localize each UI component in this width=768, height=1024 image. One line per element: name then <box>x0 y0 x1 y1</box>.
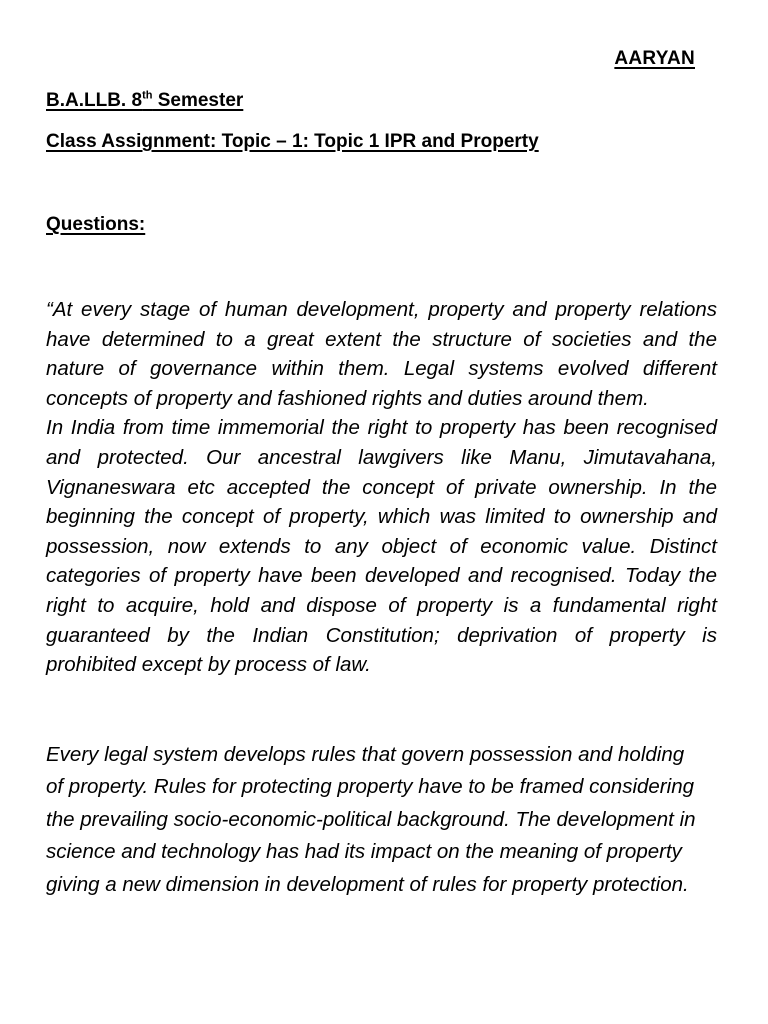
course-semester-heading <box>46 90 243 112</box>
paragraph-2: In India from time immemorial the right to property has been recognised and protected. Our ancestral lawgivers like Manu, Jimutavahana, Vignaneswara etc accepted the concept of private ownership. In the beginning the concept of property, which was limited to ownership and possession, now extends to any object of economic value. Distinct categories of property have been developed and recognised. Today the right to acquire, hold and dispose of property is a fundamental right guaranteed by the Indian Constitution; deprivation of property is prohibited except by process of law. <box>46 416 717 677</box>
assignment-title: Class Assignment: Topic – 1: Topic 1 IPR and Property <box>46 131 539 152</box>
paragraph-1: “At every stage of human development, property and property relations have determined to a great extent the structure of societies and the nature of governance within them. Legal systems evolved different concepts of property and fashioned rights and duties around them. <box>46 298 717 410</box>
paragraph-3: Every legal system develops rules that govern possession and holding of property. Rules for protecting property have to be framed considering the prevailing socio-economic-political background. The development in science and technology has had its impact on the meaning of property giving a new dimension in development of rules for property protection. <box>46 743 696 896</box>
semester-label: Semester <box>152 90 244 111</box>
author-name: AARYAN <box>614 48 695 69</box>
question-text-block-continued <box>46 739 706 901</box>
questions-heading: Questions: <box>46 214 146 235</box>
question-text-block <box>46 295 717 680</box>
course-ordinal-suffix: th <box>142 89 153 102</box>
course-label: B.A.LLB. 8 <box>46 90 143 111</box>
